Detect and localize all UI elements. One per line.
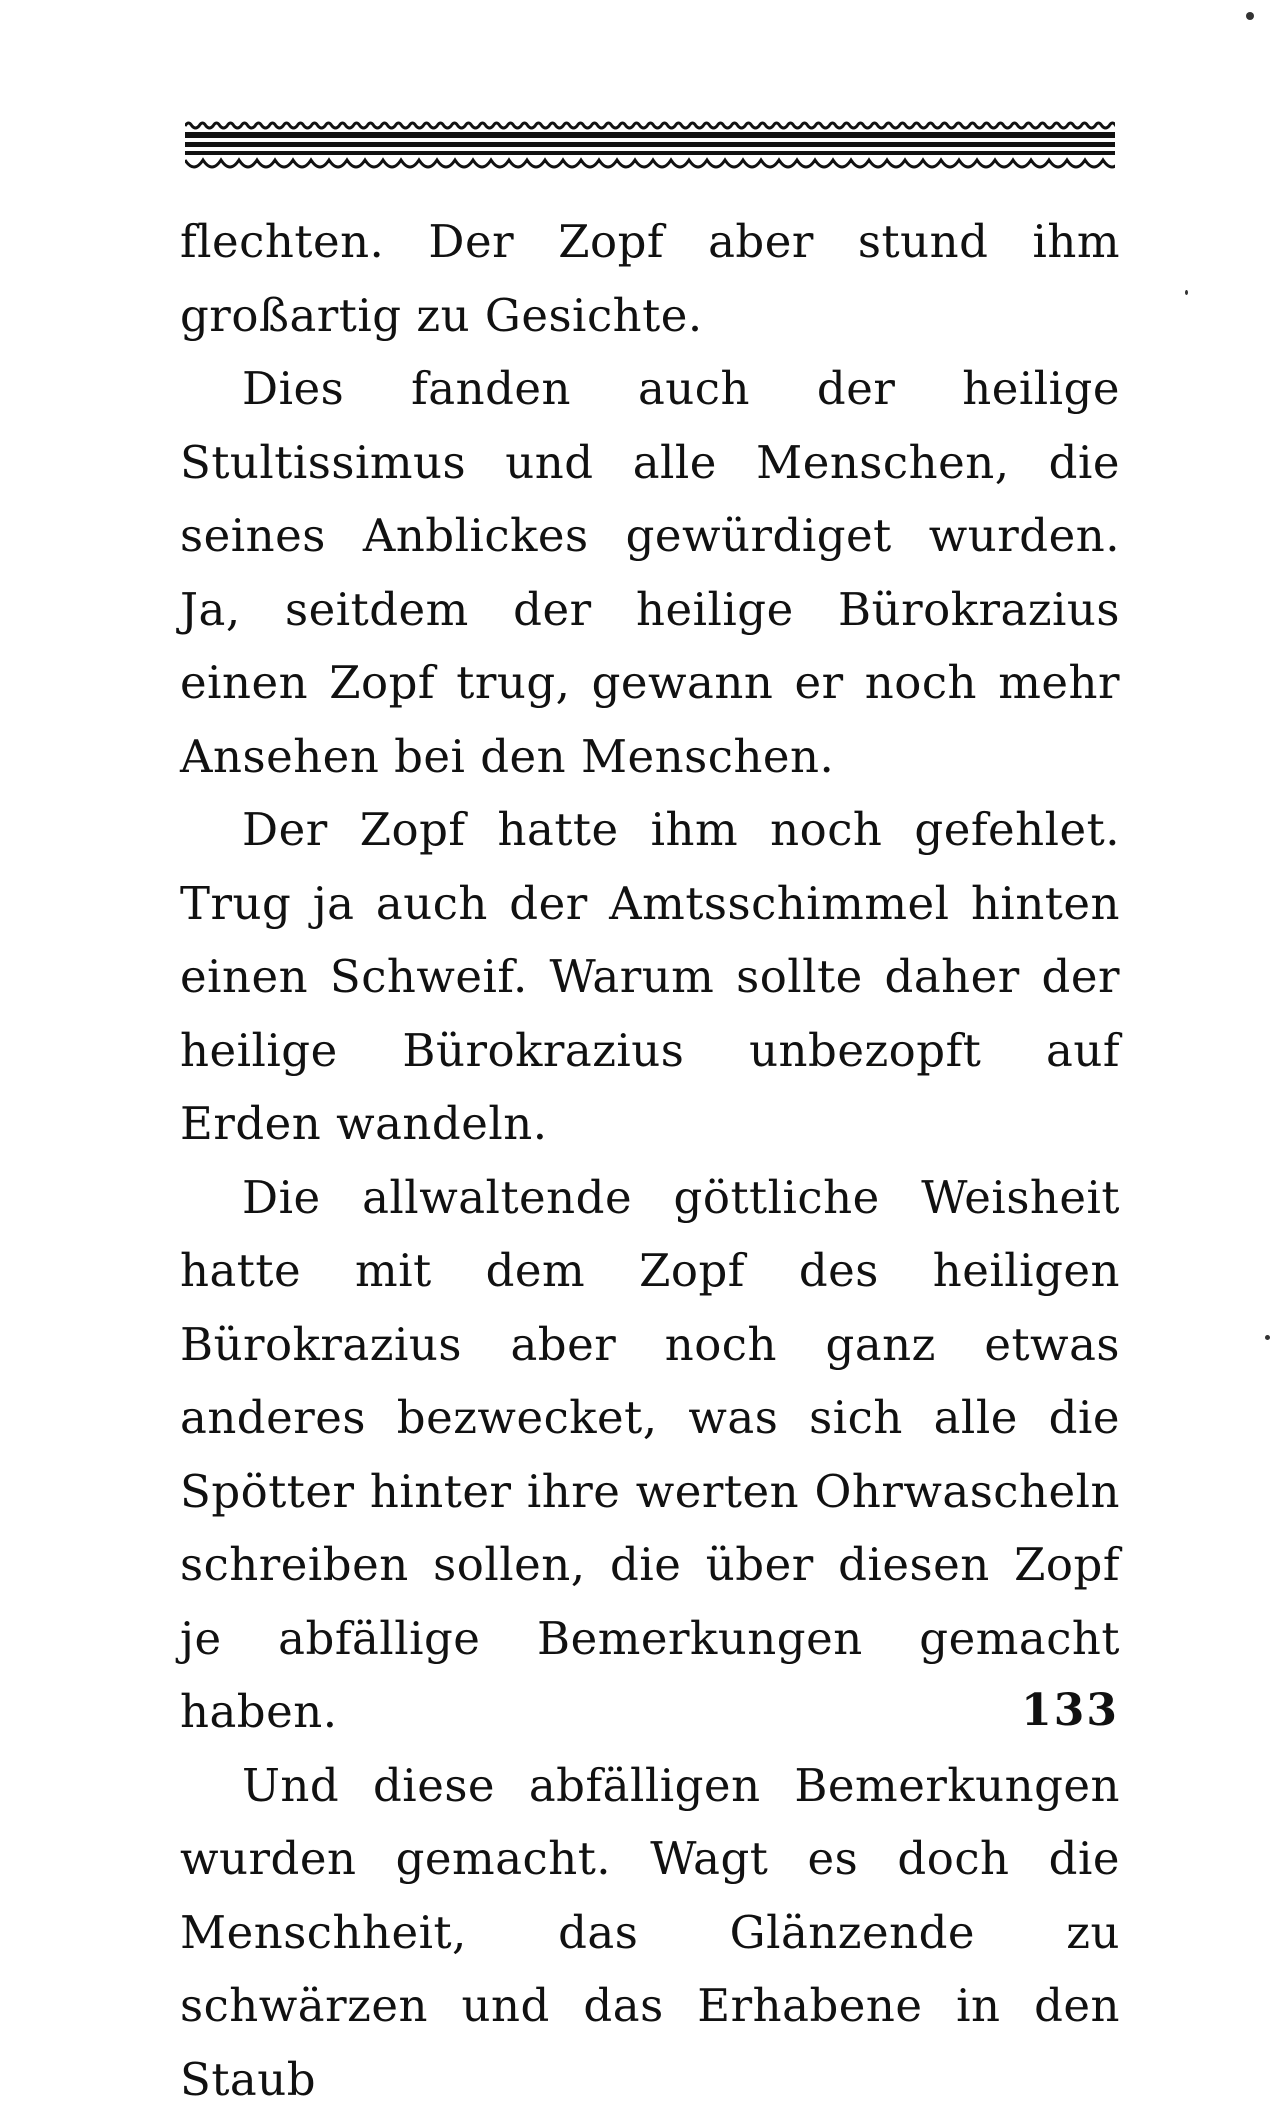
scan-speck (1246, 12, 1254, 20)
page-number: 133 (1021, 1685, 1119, 1736)
paragraph: Der Zopf hatte ihm noch gefehlet. Trug ja auch der Amtsschimmel hinten einen Schweif. Warum sollte daher der heilige Bürokrazius unbezopft auf Erden wandeln. (180, 793, 1120, 1161)
scan-speck (1185, 290, 1188, 295)
paragraph: flechten. Der Zopf aber stund ihm großartig zu Gesichte. (180, 205, 1120, 352)
scan-speck (1265, 1335, 1270, 1340)
paragraph: Dies fanden auch der heilige Stultissimus und alle Menschen, die seines Anblickes gewürdiget wurden. Ja, seitdem der heilige Bürokrazius einen Zopf trug, gewann er noch mehr Ansehen bei den Menschen. (180, 352, 1120, 793)
body-text (180, 205, 1120, 2116)
header-ornament-border (185, 118, 1115, 178)
paragraph: Und diese abfälligen Bemerkungen wurden gemacht. Wagt es doch die Menschheit, das Glänzende zu schwärzen und das Erhabene in den Staub (180, 1749, 1120, 2116)
paragraph: Die allwaltende göttliche Weisheit hatte mit dem Zopf des heiligen Bürokrazius aber noch ganz etwas anderes bezwecket, was sich alle die Spötter hinter ihre werten Ohrwascheln schreiben sollen, die über diesen Zopf je abfällige Bemerkungen gemacht haben. (180, 1161, 1120, 1749)
